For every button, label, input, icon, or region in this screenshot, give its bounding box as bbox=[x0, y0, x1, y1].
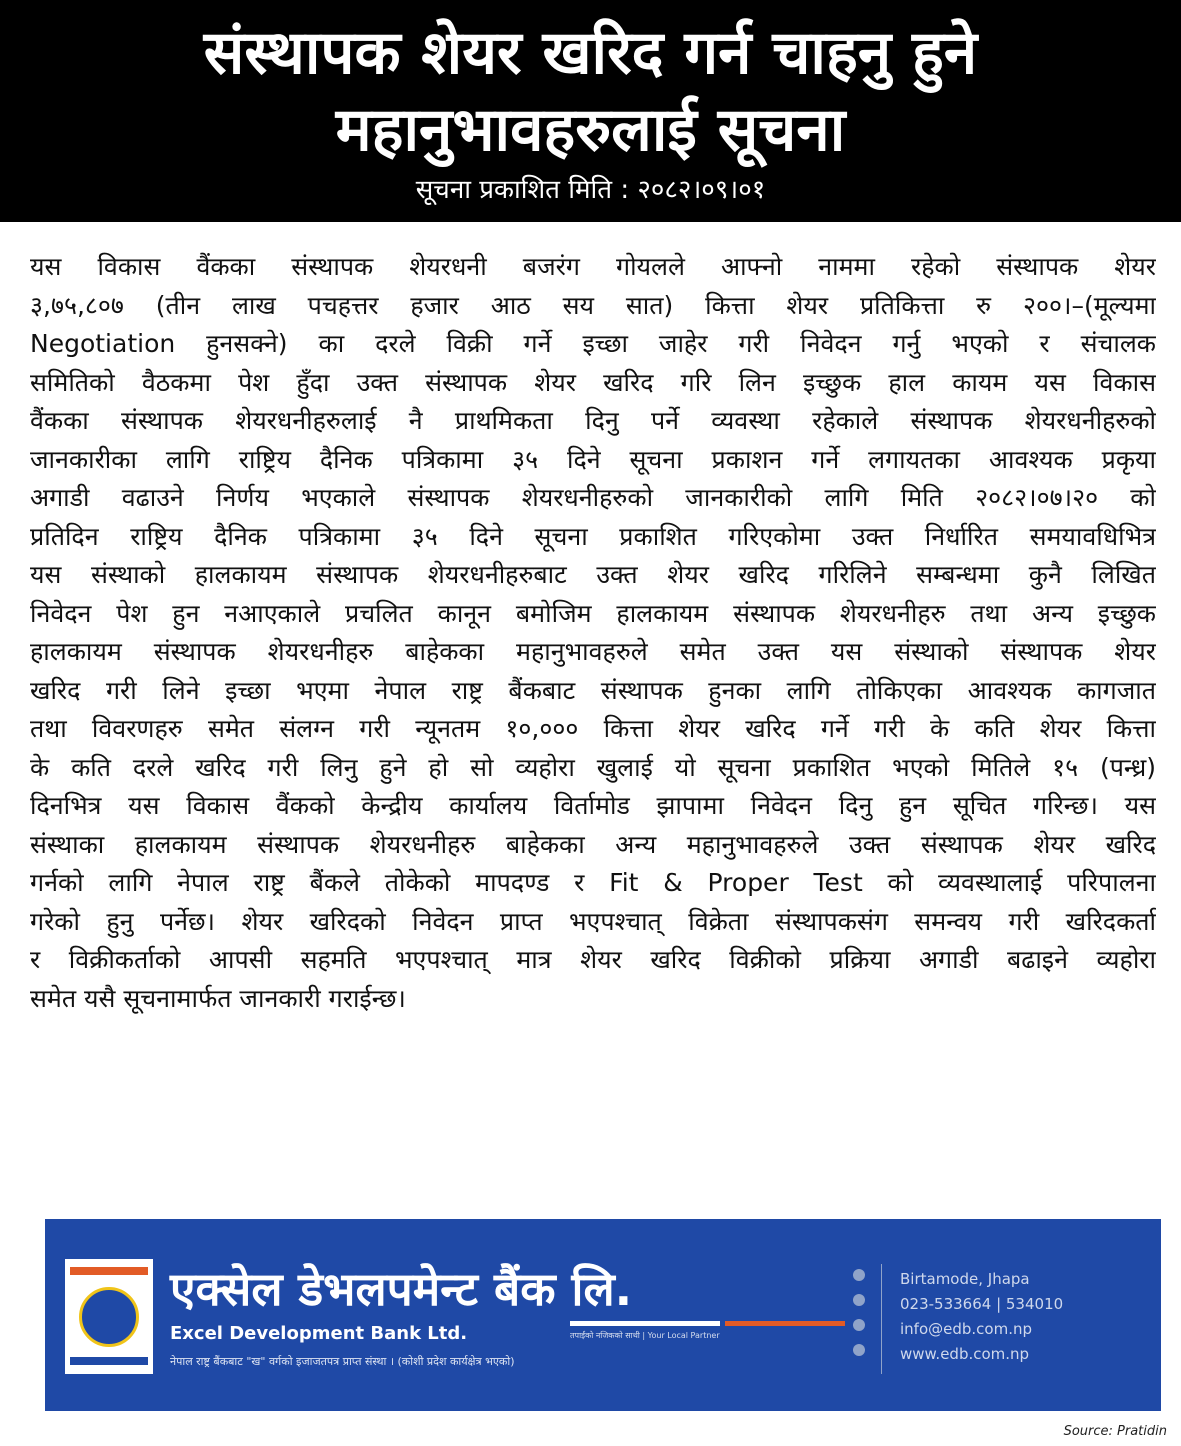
body-line: तथा विवरणहरु समेत संलग्न गरी न्यूनतम १०,००० कित्ता शेयर खरिद गर्ने गरी के कति शेयर कित्ता bbox=[30, 714, 1156, 743]
website-link[interactable]: www.edb.com.np bbox=[900, 1345, 1030, 1363]
body-line: यस संस्थाको हालकायम संस्थापक शेयरधनीहरुबाट उक्त शेयर खरिद गरिलिने सम्बन्धमा कुनै लिखित bbox=[30, 560, 1156, 589]
notice-header bbox=[0, 0, 1181, 222]
phone: 023-533664 | 534010 bbox=[900, 1295, 1064, 1313]
notice-title-line2: महानुभावहरुलाई सूचना bbox=[335, 95, 846, 165]
body-line: खरिद गरी लिने इच्छा भएमा नेपाल राष्ट्र बैंकबाट संस्थापक हुनका लागि तोकिएका आवश्यक कागजात bbox=[30, 675, 1156, 705]
body-line: गरेको हुनु पर्नेछ। शेयर खरिदको निवेदन प्राप्त भएपश्चात् विक्रेता संस्थापकसंग समन्वय गरी खरिदकर्ता bbox=[30, 906, 1156, 936]
email-icon bbox=[853, 1319, 865, 1331]
body-line: र विक्रीकर्ताको आपसी सहमति भएपश्चात् मात्र शेयर खरिद विक्रीको प्रक्रिया अगाडी बढाइने व्यहोरा bbox=[30, 945, 1156, 974]
stripe-white bbox=[570, 1321, 720, 1326]
body-line: निवेदन पेश हुन नआएकाले प्रचलित कानून बमोजिम हालकायम संस्थापक शेयरधनीहरु तथा अन्य इच्छुक bbox=[30, 598, 1156, 628]
globe-icon bbox=[853, 1344, 865, 1356]
body-line: समेत यसै सूचनामार्फत जानकारी गराईन्छ। bbox=[30, 983, 406, 1013]
body-line: Negotiation हुनसक्ने) का दरले विक्री गर्ने इच्छा जाहेर गरी निवेदन गर्नु भएको र संचालक bbox=[30, 329, 1156, 358]
body-line: के कति दरले खरिद गरी लिनु हुने हो सो व्यहोरा खुलाई यो सूचना प्रकाशित भएको मितिले १५ (पन्ध्र) bbox=[30, 752, 1156, 782]
stripe-orange bbox=[725, 1321, 845, 1326]
bank-name-nepali: एक्सेल डेभलपमेन्ट बैंक लि. bbox=[170, 1262, 633, 1316]
notice-title-line1: संस्थापक शेयर खरिद गर्न चाहनु हुने bbox=[203, 18, 978, 88]
bank-name-english: Excel Development Bank Ltd. bbox=[170, 1323, 468, 1344]
source-credit: Source: Pratidin bbox=[1063, 1424, 1167, 1439]
address: Birtamode, Jhapa bbox=[900, 1270, 1030, 1288]
body-line: ३,७५,८०७ (तीन लाख पचहत्तर हजार आठ सय सात) कित्ता शेयर प्रतिकित्ता रु २००।–(मूल्यमा bbox=[30, 290, 1156, 320]
notice-body bbox=[30, 248, 1156, 1018]
bank-license-text: नेपाल राष्ट्र बैंकबाट "ख" वर्गको इजाजतपत्र प्राप्त संस्था । (कोशी प्रदेश कार्यक्षेत्र भएको) bbox=[170, 1355, 515, 1368]
email-link[interactable]: info@edb.com.np bbox=[900, 1320, 1033, 1338]
divider bbox=[881, 1264, 882, 1374]
bank-tagline: तपाईंको नजिकको साथी | Your Local Partner bbox=[570, 1331, 720, 1340]
body-line: प्रतिदिन राष्ट्रिय दैनिक पत्रिकामा ३५ दिने सूचना प्रकाशित गरिएकोमा उक्त निर्धारित समयावधिभित्र bbox=[30, 521, 1156, 551]
body-line: समितिको वैठकमा पेश हुँदा उक्त संस्थापक शेयर खरिद गरि लिन इच्छुक हाल कायम यस विकास bbox=[30, 367, 1156, 397]
body-line: दिनभित्र यस विकास वैंकको केन्द्रीय कार्यालय विर्तामोड झापामा निवेदन दिनु हुन सूचित गरिन्छ। यस bbox=[30, 791, 1156, 820]
location-icon bbox=[853, 1269, 865, 1281]
bank-footer-banner bbox=[45, 1219, 1161, 1411]
body-line: यस विकास वैंकका संस्थापक शेयरधनी बजरंग गोयलले आफ्नो नाममा रहेको संस्थापक शेयर bbox=[30, 252, 1156, 281]
body-line: अगाडी वढाउने निर्णय भएकाले संस्थापक शेयरधनीहरुको जानकारीको लागि मिति २०८२।०७।२० को bbox=[30, 483, 1156, 512]
body-line: जानकारीका लागि राष्ट्रिय दैनिक पत्रिकामा ३५ दिने सूचना प्रकाशन गर्ने लगायतका आवश्यक प्रकृया bbox=[30, 444, 1156, 474]
body-line: संस्थाका हालकायम संस्थापक शेयरधनीहरु बाहेकका अन्य महानुभावहरुले उक्त संस्थापक शेयर खरिद bbox=[30, 829, 1156, 859]
body-line: गर्नको लागि नेपाल राष्ट्र बैंकले तोकेको मापदण्ड र Fit & Proper Test को व्यवस्थालाई परिपालना bbox=[30, 868, 1156, 897]
publish-date: सूचना प्रकाशित मिति : २०८२।०९।०१ bbox=[415, 175, 766, 205]
phone-icon bbox=[853, 1294, 865, 1306]
bank-logo-icon bbox=[65, 1259, 153, 1374]
body-line: हालकायम संस्थापक शेयरधनीहरु बाहेकका महानुभावहरुले समेत उक्त यस संस्थाको संस्थापक शेयर bbox=[30, 637, 1156, 666]
body-line: वैंकका संस्थापक शेयरधनीहरुलाई नै प्राथमिकता दिनु पर्ने व्यवस्था रहेकाले संस्थापक शेयरधनीहरुको bbox=[30, 406, 1156, 435]
